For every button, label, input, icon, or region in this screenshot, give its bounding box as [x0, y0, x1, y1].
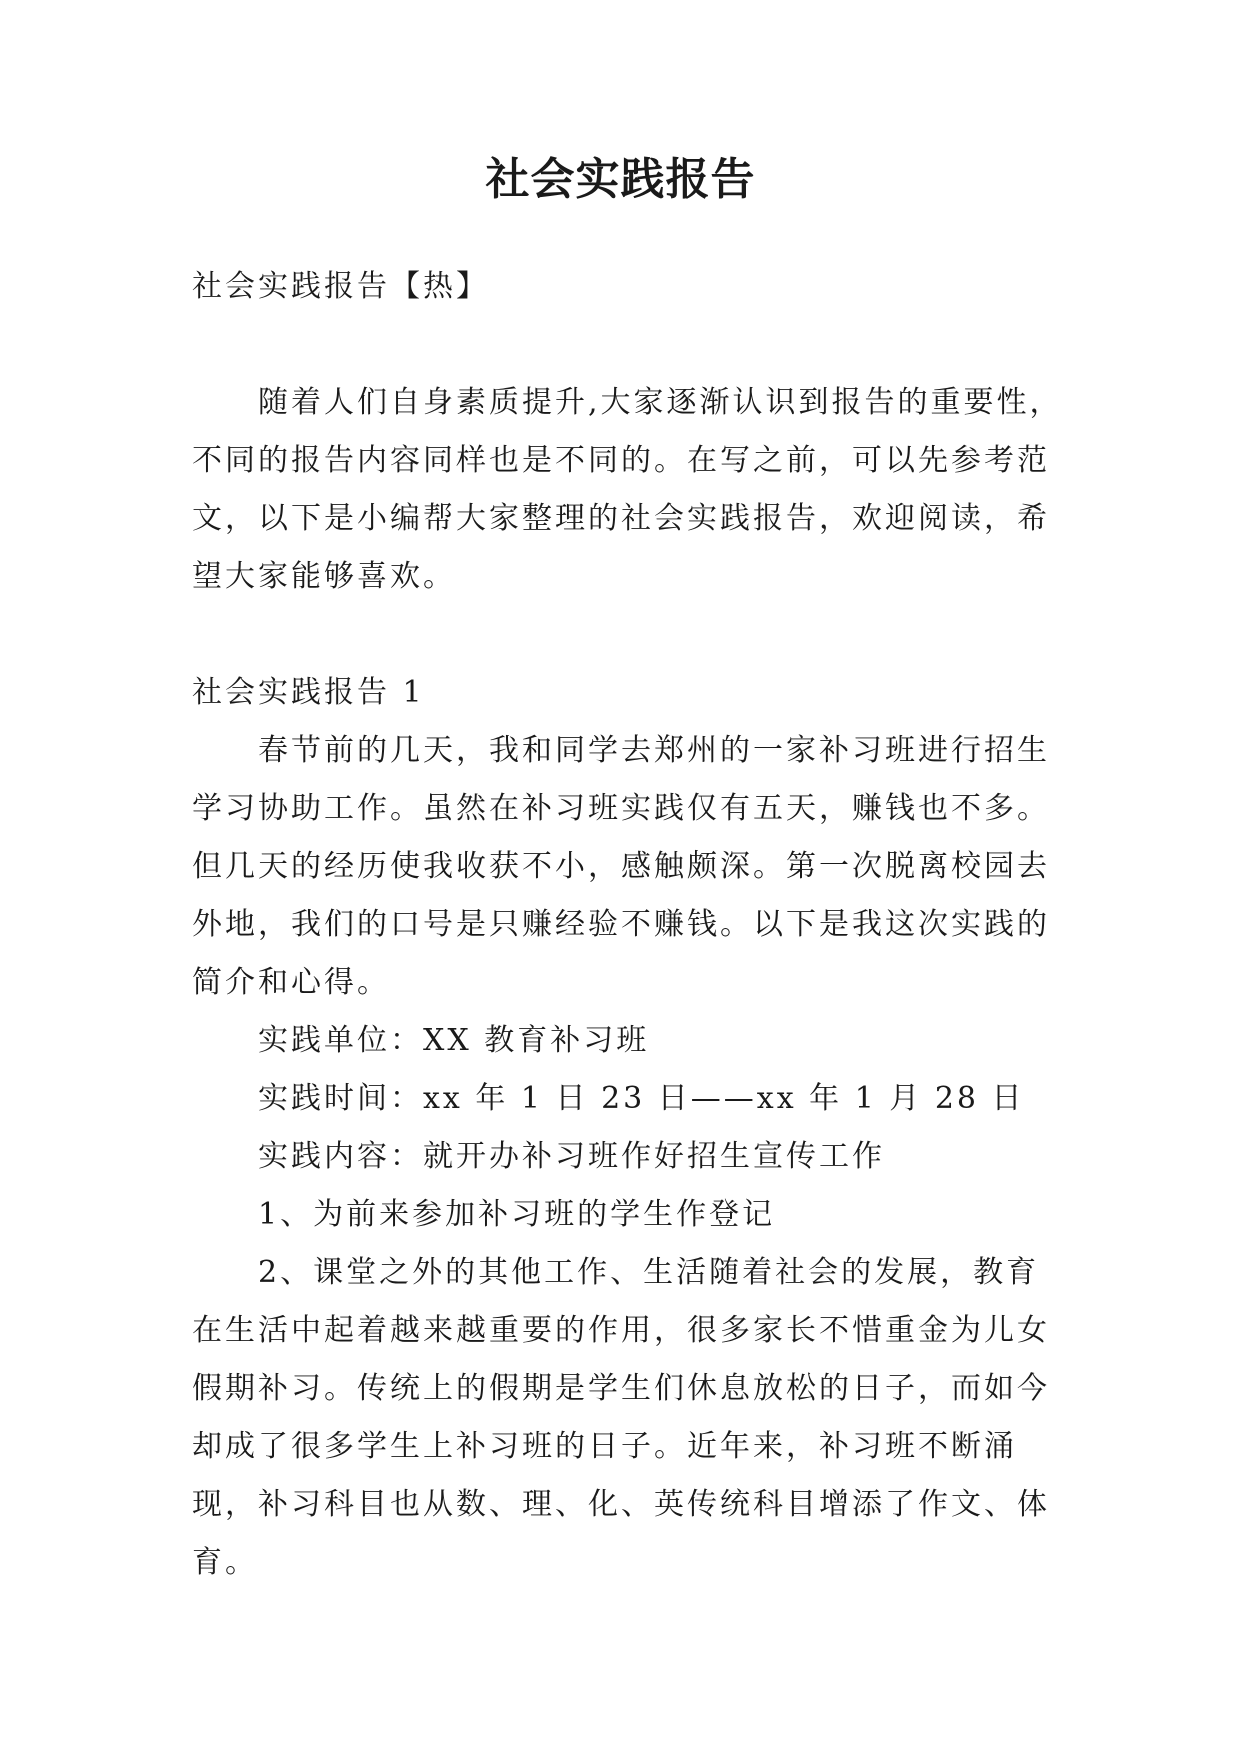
practice-time: 实践时间：xx 年 1 日 23 日——xx 年 1 月 28 日	[258, 1081, 1025, 1116]
spacer	[192, 316, 1072, 374]
intro-paragraph: 随着人们自身素质提升,大家逐渐认识到报告的重要性，不同的报告内容同样也是不同的。在写之前，可以先参考范文，以下是小编帮大家整理的社会实践报告，欢迎阅读，希望大家能够喜欢。	[192, 385, 1063, 594]
body-paragraph: 春节前的几天，我和同学去郑州的一家补习班进行招生学习协助工作。虽然在补习班实践仅有五天，赚钱也不多。但几天的经历使我收获不小，感触颇深。第一次脱离校园去外地，我们的口号是只赚经验不赚钱。以下是我这次实践的简介和心得。	[192, 733, 1050, 1000]
list-item: 2、课堂之外的其他工作、生活随着社会的发展，教育在生活中起着越来越重要的作用，很多家长不惜重金为儿女假期补习。传统上的假期是学生们休息放松的日子，而如今却成了很多学生上补习班的日子。近年来，补习班不断涌现，补习科目也从数、理、化、英传统科目增添了作文、体育。	[192, 1255, 1050, 1580]
subtitle: 社会实践报告【热】	[192, 269, 489, 304]
document-body	[192, 258, 1072, 1592]
list-item: 1、为前来参加补习班的学生作登记	[258, 1197, 776, 1232]
spacer	[192, 606, 1072, 664]
practice-unit: 实践单位：XX 教育补习班	[258, 1023, 650, 1058]
section-heading: 社会实践报告 1	[192, 675, 425, 710]
practice-content: 实践内容：就开办补习班作好招生宣传工作	[258, 1139, 885, 1174]
page-title: 社会实践报告	[485, 154, 756, 205]
